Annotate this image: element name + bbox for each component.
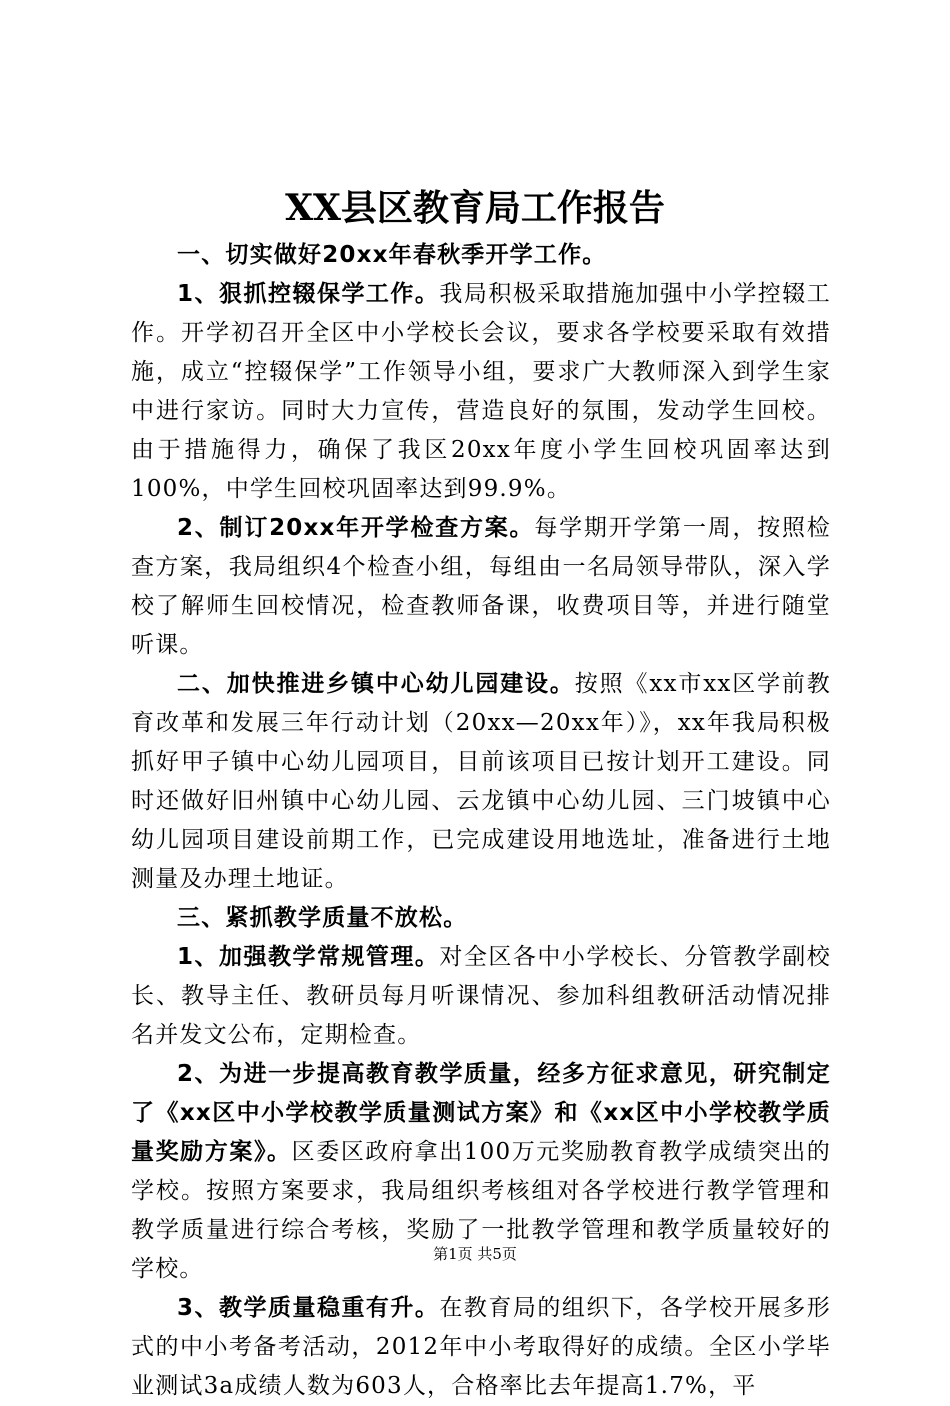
paragraph-heading: 二、加快推进乡镇中心幼儿园建设。 <box>177 671 575 697</box>
paragraph <box>131 236 831 275</box>
paragraph-heading: 一、切实做好20xx年春秋季开学工作。 <box>177 242 607 268</box>
document-title: XX县区教育局工作报告 <box>285 187 665 229</box>
document-body <box>131 236 831 1406</box>
paragraph-heading: 2、制订20xx年开学检查方案。 <box>177 515 535 541</box>
paragraph-text: 每学期开学第一周，按照检查方案，我局组织4个检查小组，每组由一名局领导带队，深入学校了解师生回校情况，检查教师备课，收费项目等，并进行随堂听课。 <box>131 515 831 658</box>
paragraph <box>131 665 831 899</box>
paragraph <box>131 938 831 1055</box>
paragraph <box>131 275 831 509</box>
paragraph-heading: 1、狠抓控辍保学工作。 <box>177 281 440 307</box>
paragraph-text: 在教育局的组织下，各学校开展多形式的中小考备考活动，2012年中小考取得好的成绩。全区小学毕业测试3a成绩人数为603人，合格率比去年提高1.7%，平 <box>131 1295 831 1399</box>
paragraph-text: 区委区政府拿出100万元奖励教育教学成绩突出的学校。按照方案要求，我局组织考核组对各学校进行教学管理和教学质量进行综合考核，奖励了一批教学管理和教学质量较好的学校。 <box>131 1139 832 1282</box>
page-footer: 第1页 共5页 <box>433 1245 517 1263</box>
paragraph <box>131 899 831 938</box>
paragraph-heading: 1、加强教学常规管理。 <box>177 944 440 970</box>
paragraph-heading: 3、教学质量稳重有升。 <box>177 1295 440 1321</box>
paragraph-text: 我局积极采取措施加强中小学控辍工作。开学初召开全区中小学校长会议，要求各学校要采取有效措施，成立“控辍保学”工作领导小组，要求广大教师深入到学生家中进行家访。同时大力宣传，营造良好的氛围，发动学生回校。由于措施得力，确保了我区20xx年度小学生回校巩固率达到100%，中学生回校巩固率达到99.9%。 <box>131 281 831 502</box>
paragraph-text: 按照《xx市xx区学前教育改革和发展三年行动计划（20xx—20xx年）》，xx年我局积极抓好甲子镇中心幼儿园项目，目前该项目已按计划开工建设。同时还做好旧州镇中心幼儿园、云龙镇中心幼儿园、三门坡镇中心幼儿园项目建设前期工作，已完成建设用地选址，准备进行土地测量及办理土地证。 <box>131 671 831 892</box>
paragraph-heading: 三、紧抓教学质量不放松。 <box>177 905 468 931</box>
paragraph <box>131 1289 831 1406</box>
paragraph <box>131 509 831 665</box>
paragraph-heading: 2、为进一步提高教育教学质量，经多方征求意见，研究制定了《xx区中小学校教学质量测试方案》和《xx区中小学校教学质量奖励方案》。 <box>131 1061 831 1165</box>
paragraph-text: 对全区各中小学校长、分管教学副校长、教导主任、教研员每月听课情况、参加科组教研活动情况排名并发文公布，定期检查。 <box>131 944 831 1048</box>
